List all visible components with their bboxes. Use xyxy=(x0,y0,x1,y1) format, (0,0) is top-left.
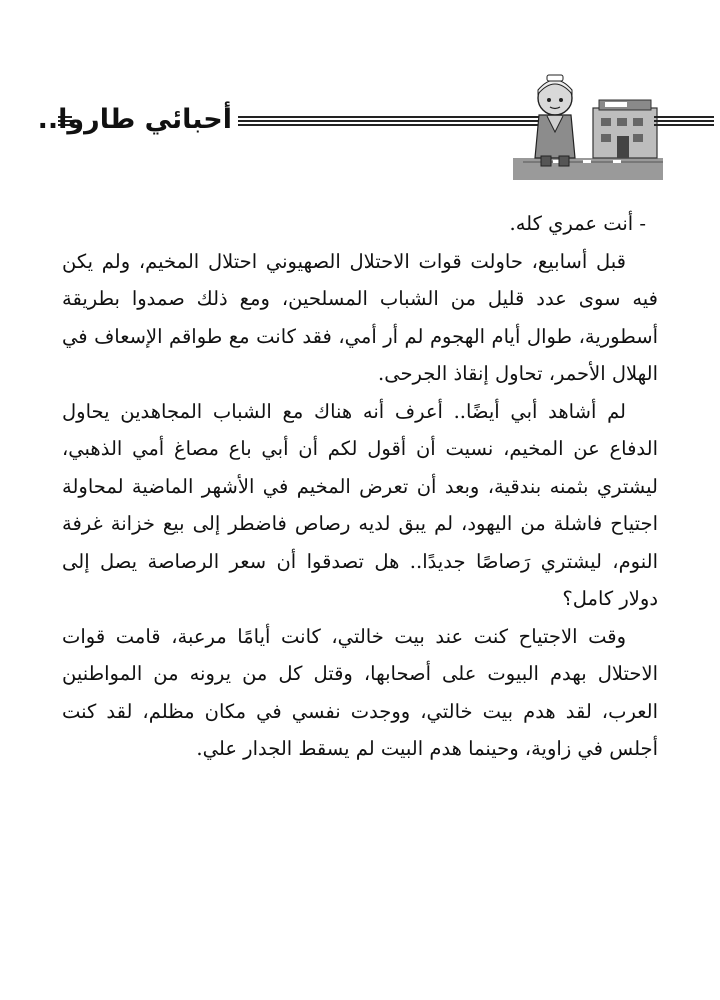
chapter-header xyxy=(37,70,658,180)
dialogue-line: - أنت عمري كله. xyxy=(509,212,646,235)
chapter-text xyxy=(62,205,658,768)
paragraph-3: وقت الاجتياح كنت عند بيت خالتي، كانت أيامًا مرعبة، قامت قوات الاحتلال بهدم البيوت على أصحابها، وقتل كل من يرونه من المواطنين العرب، لقد هدم بيت خالتي، ووجدت نفسي في مكان مظلم، لقد كنت أجلس في زاوية، وحينما هدم البيت لم يسقط الجدار علي. xyxy=(62,624,658,760)
child-camp-illustration xyxy=(513,70,663,180)
header-rule-right xyxy=(654,116,714,127)
chapter-title: أحبائي طاروا.. xyxy=(37,104,232,135)
paragraph-1: قبل أسابيع، حاولت قوات الاحتلال الصهيوني احتلال المخيم، ولم يكن فيه سوى عدد قليل من الشباب المسلحين، ومع ذلك صمدوا بطريقة أسطورية، طوال أيام الهجوم لم أر أمي، فقد كانت مع طواقم الإسعاف في الهلال الأحمر، تحاول إنقاذ الجرحى. xyxy=(62,249,658,385)
paragraph-2: لم أشاهد أبي أيضًا.. أعرف أنه هناك مع الشباب المجاهدين يحاول الدفاع عن المخيم، نسيت أن أقول لكم أن أبي باع مصاغ أمي الذهبي، ليشتري بثمنه بندقية، وبعد أن تعرض المخيم في الأشهر الماضية لمحاولة اجتياح فاشلة من اليهود، لم يبق لديه رصاص فاضطر إلى بيع خزانة غرفة النوم، ليشتري رَصاصًا جديدًا.. هل تصدقوا أن سعر الرصاصة يصل إلى دولار كامل؟ xyxy=(62,399,658,610)
